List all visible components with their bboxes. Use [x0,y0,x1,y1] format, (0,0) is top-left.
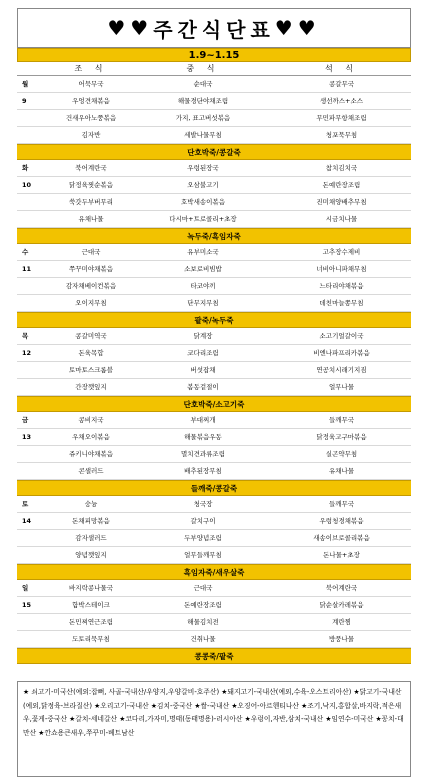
lunch-item: 유부미소국 [187,248,219,256]
dinner-item: 유채나물 [328,467,355,475]
lunch-item: 가지, 표고버섯볶음 [175,114,231,122]
dinner-item: 얼무나물 [328,383,355,391]
dinner-item: 새송이브로콜리볶음 [313,534,370,542]
lunch-item: 봄동겉절이 [187,383,219,391]
dinner-item: 실곤약무침 [325,450,358,458]
breakfast-item: 북어계란국 [75,164,107,172]
breakfast-item: 간장깻잎지 [75,383,107,391]
dinner-item: 청포묵무침 [325,131,358,139]
breakfast-item: 어묵무국 [78,80,104,88]
snack-porridge-bar: 흑임자죽/새우살죽 [17,564,411,580]
snack-porridge-bar: 단호박죽/소고기죽 [17,396,411,412]
breakfast-item: 닭정육찟순볶음 [69,181,113,189]
lunch-item: 닭계장 [193,332,213,340]
day-label: 금 [22,416,29,424]
table-row [17,93,411,110]
day-label [17,211,49,227]
day-label [17,127,49,143]
table-row [17,177,411,194]
day-label [17,379,49,395]
table-row [17,362,411,379]
dinner-item: 진미채양배추무침 [316,198,367,206]
breakfast-item: 바지락콩나물국 [69,584,113,592]
breakfast-item: 돈민찌연근조림 [69,618,113,626]
table-row [17,110,411,127]
lunch-item: 청국장 [193,500,213,508]
lunch-item: 타코야끼 [190,282,216,290]
table-row [17,244,411,261]
table-row [17,597,411,614]
breakfast-item: 콘샐러드 [78,467,104,475]
breakfast-item: 돈육목합 [78,349,104,357]
day-label: 토 [22,500,29,508]
table-row [17,496,411,513]
breakfast-item: 감자채베이컨볶음 [65,282,117,290]
day-label [17,547,49,563]
breakfast-item: 오이지무침 [75,299,107,307]
lunch-item: 해물경단야채조림 [177,97,229,105]
breakfast-item: 숭늉 [84,500,98,508]
table-row [17,261,411,278]
dinner-item: 연공치시래기지짐 [316,366,367,374]
lunch-item: 버섯잡채 [190,366,216,374]
title-box [17,8,411,48]
dinner-item: 돈예란장조림 [322,181,361,189]
table-row [17,513,411,530]
breakfast-item: 도토리묵무침 [72,635,110,643]
origin-notes: ★ 쇠고기-미국산(예외:잡뼈, 사골-국내산/우양지,우양갈비-호주산) ★돼지고기-국내산(예외,수육-오스트리아산) ★닭고기-국내산(예외,닭정육-브라질산) ★오리고기-국내산 ★김치-중국산 ★쌀-국내산 ★오징어-아르헨티나산 ★조기,낙지,홍합살,바지락,적은새우,꽃게-중국산 ★갈치-세네갈산 ★코다리,가자미,명태(동태명용)-러시아산 ★우렁이,자반,삼치-국내산 ★임연수-미국산 ★꽁치-대만산 ★깐쇼용큰새우,쭈꾸미-베트남산 [17,681,411,777]
menu-sheet [17,8,411,749]
dinner-item: 들깨무국 [328,416,355,424]
day-label: 일 [22,584,29,592]
dinner-item: 비엔나파프리카볶음 [313,349,370,357]
table-row [17,614,411,631]
breakfast-item: 우채오이볶음 [72,433,110,441]
dinner-item: 무민파무항채조림 [316,114,367,122]
dinner-item: 콩갈무국 [328,80,355,88]
dinner-item: 닭정육고구마볶음 [316,433,367,441]
table-row [17,446,411,463]
day-label: 14 [22,517,32,525]
lunch-item: 우렁된장국 [187,164,219,172]
dinner-item: 방풍나물 [328,635,355,643]
lunch-item: 코다리조림 [187,349,219,357]
breakfast-item: 토마토스크롬블 [69,366,113,374]
table-row [17,429,411,446]
day-label: 11 [22,265,32,273]
day-label: 13 [22,433,32,441]
day-label [17,110,49,126]
breakfast-item: 돈채피망볶음 [72,517,110,525]
dinner-item: 계란찜 [332,618,351,626]
table-row [17,412,411,429]
dinner-item: 닭순살카레볶음 [319,601,364,609]
lunch-item: 호박새송이볶음 [181,198,225,206]
table-row [17,194,411,211]
header-breakfast: 조 식 [74,64,108,73]
header-dinner: 석 식 [325,64,358,73]
table-row [17,463,411,480]
breakfast-item: 쭈꾸미야채볶음 [69,265,113,273]
lunch-item: 두부양념조림 [184,534,222,542]
dinner-item: 시금치나물 [325,215,358,223]
day-label: 15 [22,601,32,609]
day-label [17,194,49,210]
day-label [17,530,49,546]
day-label: 12 [22,349,32,357]
day-label [17,614,49,630]
lunch-item: 근대국 [193,584,213,592]
day-label [17,463,49,479]
table-row [17,530,411,547]
day-label: 9 [22,97,27,105]
breakfast-item: 콩비지국 [78,416,104,424]
snack-porridge-bar: 콩콩죽/팥죽 [17,648,411,664]
snack-porridge-bar: 들깨죽/콩갈죽 [17,480,411,496]
lunch-item: 다시마+트로콜리+초장 [169,215,237,223]
day-label [17,295,49,311]
lunch-item: 얼무들깨무침 [184,551,222,559]
dinner-item: 참치김치국 [325,164,358,172]
table-row [17,211,411,228]
date-range: 1.9~1.15 [17,48,411,62]
dinner-item: 생선까스+소스 [319,97,364,105]
day-label [17,446,49,462]
dinner-item: 우렁청경채볶음 [319,517,364,525]
day-label [17,631,49,647]
breakfast-item: 함박스테이크 [72,601,110,609]
dinner-item: 돈나물+초장 [323,551,360,559]
lunch-item: 멸치견과류조림 [181,450,225,458]
table-row [17,295,411,312]
table-row [17,547,411,564]
breakfast-item: 유채나물 [78,215,104,223]
dinner-item: 느타리야채볶음 [319,282,364,290]
snack-porridge-bar: 팥죽/녹두죽 [17,312,411,328]
lunch-item: 부대찌개 [190,416,216,424]
lunch-item: 단무지무침 [187,299,219,307]
day-label: 월 [22,80,29,88]
breakfast-item: 근대국 [81,248,101,256]
table-row [17,160,411,177]
lunch-item: 배추된장무침 [184,467,222,475]
breakfast-item: 양념깻잎지 [75,551,107,559]
dinner-item: 소고기얼갈이국 [319,332,364,340]
breakfast-item: 콩갈미역국 [75,332,107,340]
table-row [17,328,411,345]
dinner-item: 고추장수제비 [322,248,361,256]
menu-table [17,76,411,664]
day-label [17,362,49,378]
lunch-item: 갈치구이 [190,517,216,525]
lunch-item: 돈예란장조림 [184,601,222,609]
breakfast-item: 감자샐러드 [75,534,107,542]
snack-porridge-bar: 녹두죽/흑임자죽 [17,228,411,244]
page-title: 주간식단표 [153,17,275,42]
table-row [17,278,411,295]
table-row [17,127,411,144]
header-day [17,62,49,76]
table-row [17,379,411,396]
table-row [17,631,411,648]
table-row [17,76,411,93]
dinner-item: 너비아니파채무침 [316,265,367,273]
day-label: 화 [22,164,29,172]
day-label: 10 [22,181,32,189]
lunch-item: 소보로비빔밥 [184,265,222,273]
breakfast-item: 우엉견채볶음 [72,97,110,105]
lunch-item: 해물김치전 [187,618,219,626]
lunch-item: 오삼불고기 [187,181,219,189]
dinner-item: 데친마늘쫑무침 [319,299,364,307]
dinner-item: 들깨무국 [328,500,355,508]
lunch-item: 세발나물무침 [184,131,222,139]
heart-right-icon: ♥♥ [274,16,321,40]
lunch-item: 건취나물 [190,635,216,643]
breakfast-item: 쥬키니야채볶음 [69,450,113,458]
day-label: 수 [22,248,29,256]
lunch-item: 해물볶음우동 [184,433,222,441]
breakfast-item: 쑥갓두부버무리 [69,198,113,206]
snack-porridge-bar: 단호박죽/콩갈죽 [17,144,411,160]
heart-left-icon: ♥♥ [107,16,154,40]
breakfast-item: 건새우아노쭝볶음 [65,114,117,122]
day-label [17,278,49,294]
breakfast-item: 김자반 [81,131,101,139]
lunch-item: 순대국 [193,80,213,88]
day-label: 목 [22,332,29,340]
dinner-item: 북어계란국 [325,584,358,592]
header-lunch: 중 식 [186,64,220,73]
column-headers [17,62,411,76]
table-row [17,580,411,597]
table-row [17,345,411,362]
